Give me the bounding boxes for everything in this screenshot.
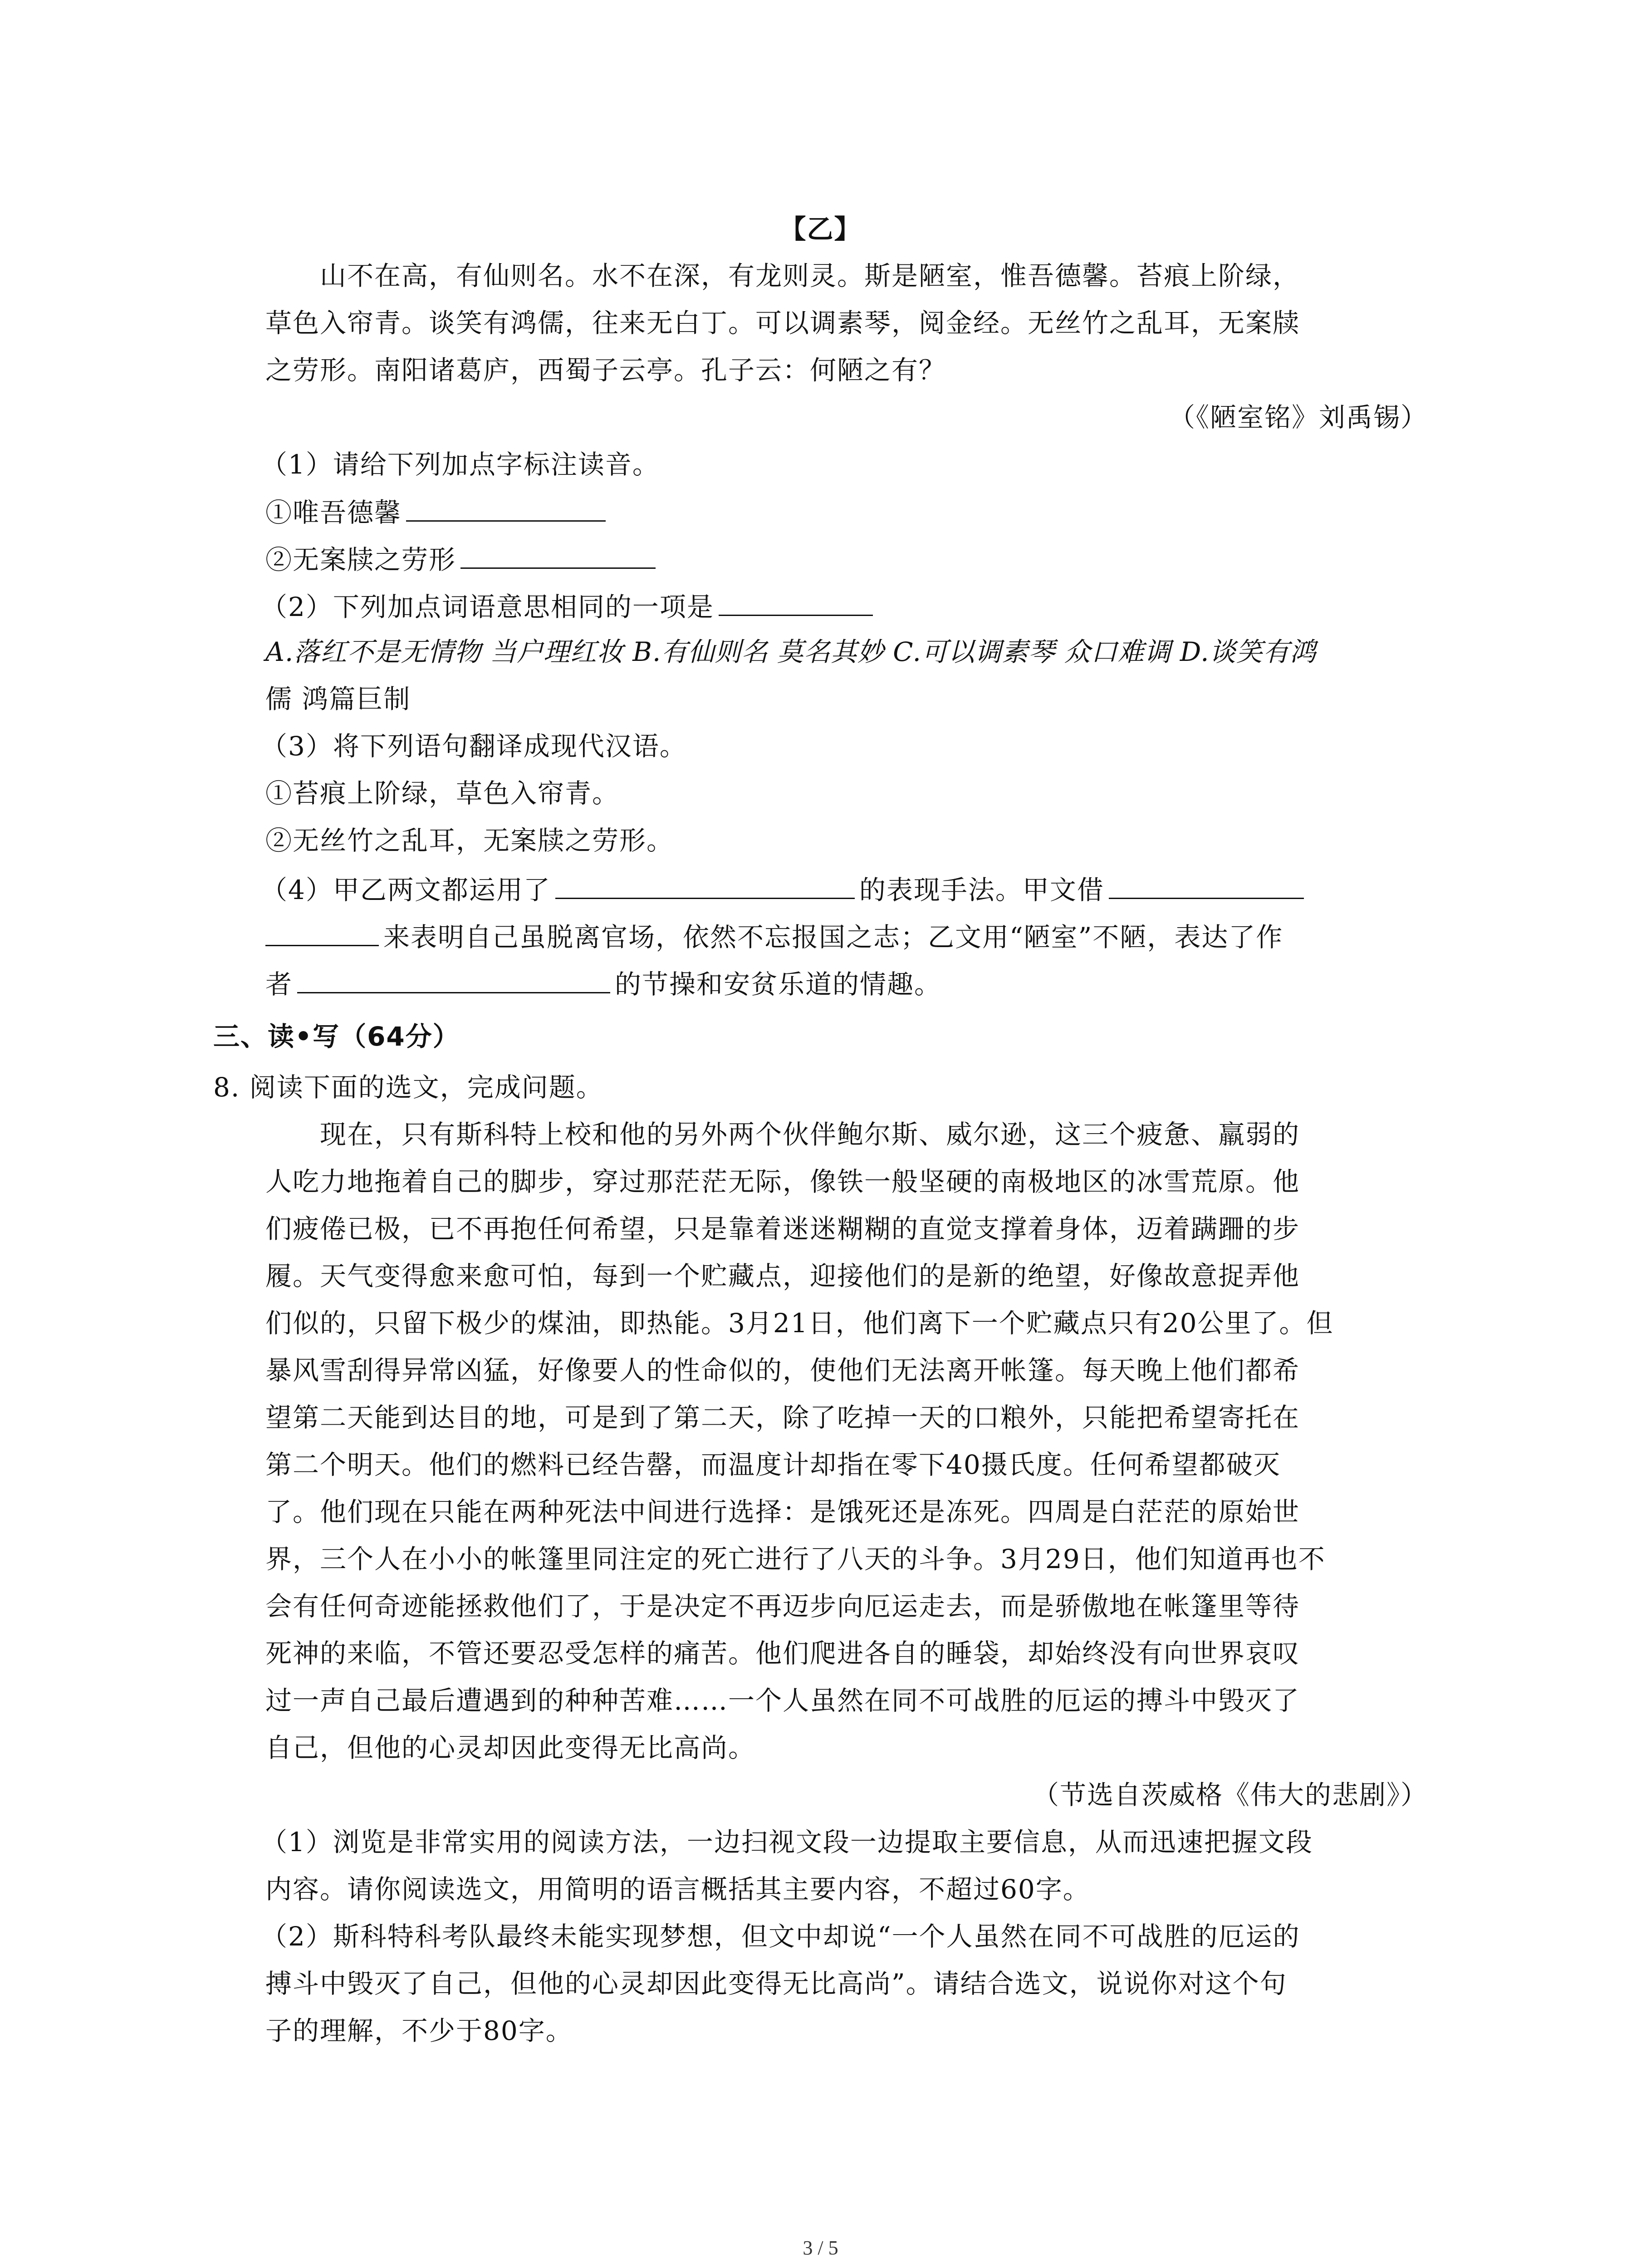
q8-passage-line-7: 望第二天能到达目的地，可是到了第二天，除了吃掉一天的口粮外，只能把希望寄托在	[265, 1402, 1300, 1433]
q8-passage-line-2: 人吃力地拖着自己的脚步，穿过那茫茫无际，像铁一般坚硬的南极地区的冰雪荒原。他	[265, 1166, 1300, 1197]
q8-passage-line-13: 过一声自己最后遭遇到的种种苦难……一个人虽然在同不可战胜的厄运的搏斗中毁灭了	[265, 1685, 1300, 1716]
q8-sub-2-line-3: 子的理解，不少于80字。	[265, 2015, 573, 2046]
q1-item-2-answer-blank[interactable]	[460, 539, 656, 569]
q8-passage-line-10: 界，三个人在小小的帐篷里同注定的死亡进行了八天的斗争。3月29日，他们知道再也不	[265, 1544, 1326, 1574]
q8-passage-line-14: 自己，但他的心灵却因此变得无比高尚。	[265, 1732, 756, 1763]
q1-item-2	[265, 539, 660, 578]
q8-sub-1-line-2: 内容。请你阅读选文，用简明的语言概括其主要内容，不超过60字。	[265, 1874, 1090, 1905]
q3-item-2: ②无丝竹之乱耳，无案牍之劳形。	[265, 825, 674, 856]
q8-sub-2-line-2: 搏斗中毁灭了自己，但他的心灵却因此变得无比高尚”。请结合选文，说说你对这个句	[265, 1968, 1287, 1999]
q8-passage-line-5: 们似的，只留下极少的煤油，即热能。3月21日，他们离下一个贮藏点只有20公里了。但	[265, 1308, 1334, 1339]
passage-yi-line-1: 山不在高，有仙则名。水不在深，有龙则灵。斯是陋室，惟吾德馨。苔痕上阶绿，	[320, 260, 1300, 291]
q1-item-1-answer-blank[interactable]	[406, 492, 606, 522]
section-heading-yi: 【乙】	[779, 214, 862, 244]
q8-sub-2-line-1: （2）斯科特科考队最终未能实现梦想，但文中却说“一个人虽然在同不可战胜的厄运的	[261, 1921, 1300, 1952]
q2-prompt: （2）下列加点词语意思相同的一项是	[261, 591, 714, 622]
q1-prompt: （1）请给下列加点字标注读音。	[261, 449, 660, 480]
q4-blank-2a[interactable]	[1109, 870, 1304, 899]
q1-item-1-text: ①唯吾德馨	[265, 497, 402, 528]
q8-passage-line-8: 第二个明天。他们的燃料已经告罄，而温度计却指在零下40摄氏度。任何希望都破灭	[265, 1449, 1281, 1480]
q8-passage-line-9: 了。他们现在只能在两种死法中间进行选择：是饿死还是冻死。四周是白茫茫的原始世	[265, 1496, 1300, 1527]
q2-answer-blank[interactable]	[719, 587, 873, 616]
q1-item-1	[265, 492, 610, 531]
q4-part-3: 来表明自己虽脱离官场，依然不忘报国之志；乙文用“陋室”不陋，表达了作	[383, 922, 1283, 953]
q1-item-2-text: ②无案牍之劳形	[265, 544, 456, 575]
q3-prompt: （3）将下列语句翻译成现代汉语。	[261, 731, 687, 762]
section-3-heading: 三、读•写（64分）	[213, 1021, 460, 1052]
passage-yi-source: （《陋室铭》刘禹锡）	[1168, 402, 1428, 433]
q2-prompt-line	[261, 587, 877, 625]
q4-part-4: 者	[265, 969, 293, 1000]
q8-passage-line-6: 暴风雪刮得异常凶猛，好像要人的性命似的，使他们无法离开帐篷。每天晚上他们都希	[265, 1355, 1300, 1386]
q8-passage-line-11: 会有任何奇迹能拯救他们了，于是决定不再迈步向厄运走去，而是骄傲地在帐篷里等待	[265, 1591, 1300, 1622]
q4-line-2	[265, 917, 1283, 955]
q8-passage-line-12: 死神的来临，不管还要忍受怎样的痛苦。他们爬进各自的睡袋，却始终没有向世界哀叹	[265, 1638, 1300, 1669]
q8-passage-line-3: 们疲倦已极，已不再抱任何希望，只是靠着迷迷糊糊的直觉支撑着身体，迈着蹒跚的步	[265, 1213, 1300, 1244]
q4-line-3	[265, 964, 941, 1002]
q4-part-5: 的节操和安贫乐道的情趣。	[615, 969, 942, 1000]
q4-blank-1[interactable]	[555, 870, 855, 899]
q2-options-line-1: A.落红不是无情物 当户理红妆 B.有仙则名 莫名其妙 C.可以调素琴 众口难调 D.谈笑有鸿	[265, 636, 1317, 667]
q8-passage-source: （节选自茨威格《伟大的悲剧》）	[1032, 1779, 1428, 1810]
q3-item-1: ①苔痕上阶绿，草色入帘青。	[265, 778, 620, 809]
q8-intro: 8. 阅读下面的选文，完成问题。	[213, 1072, 603, 1103]
passage-yi-line-3: 之劳形。南阳诸葛庐，西蜀子云亭。孔子云：何陋之有？	[265, 355, 946, 386]
q2-options-line-2: 儒 鸿篇巨制	[265, 684, 411, 714]
page-number: 3 / 5	[803, 2237, 838, 2259]
q8-passage-line-4: 履。天气变得愈来愈可怕，每到一个贮藏点，迎接他们的是新的绝望，好像故意捉弄他	[265, 1261, 1300, 1291]
q4-line-1	[261, 870, 1308, 908]
passage-yi-line-2: 草色入帘青。谈笑有鸿儒，往来无白丁。可以调素琴，阅金经。无丝竹之乱耳，无案牍	[265, 308, 1300, 338]
q8-passage-line-1: 现在，只有斯科特上校和他的另外两个伙伴鲍尔斯、威尔逊，这三个疲惫、羸弱的	[320, 1119, 1300, 1150]
q4-blank-3[interactable]	[297, 964, 610, 993]
q8-sub-1-line-1: （1）浏览是非常实用的阅读方法，一边扫视文段一边提取主要信息，从而迅速把握文段	[261, 1827, 1313, 1857]
q4-part-1: （4）甲乙两文都运用了	[261, 875, 551, 905]
q4-blank-2b[interactable]	[265, 917, 379, 946]
q4-part-2: 的表现手法。甲文借	[859, 875, 1104, 905]
